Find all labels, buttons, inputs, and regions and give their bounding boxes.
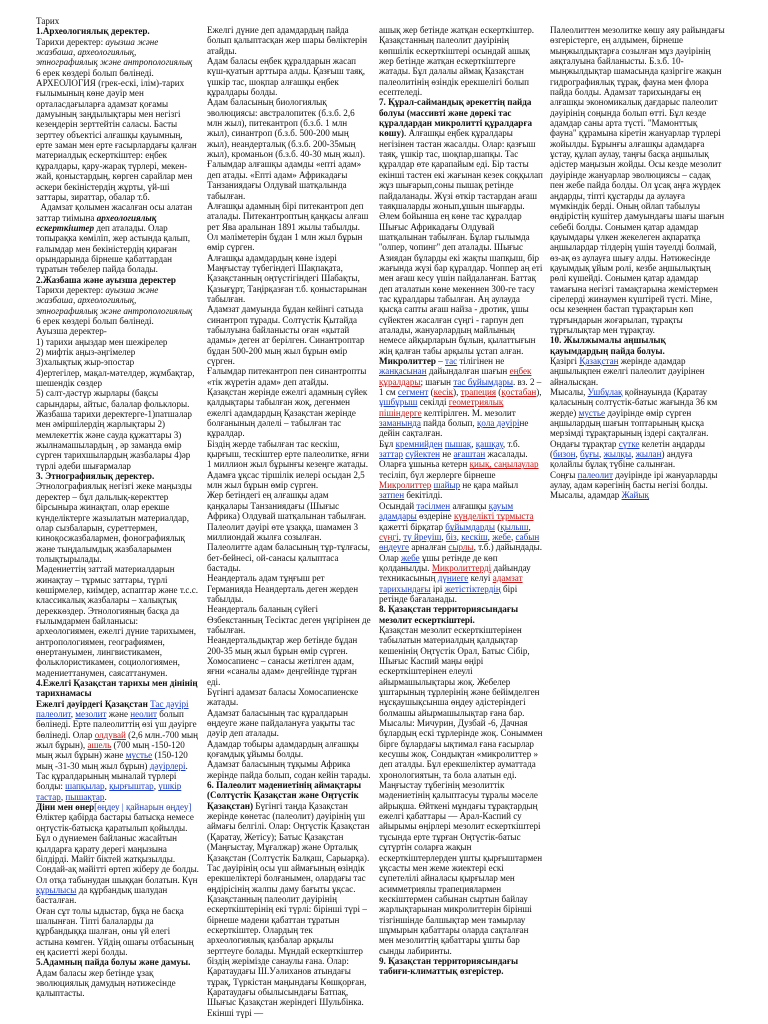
hyperlink[interactable]: сегмент xyxy=(397,387,429,398)
paragraph: Адамдар тобыры адамдардың алғашқы қоғамдық ұйымы болды. xyxy=(207,738,359,760)
hyperlink[interactable]: қола дәуірі xyxy=(476,418,520,429)
hyperlink[interactable]: жебе xyxy=(492,531,511,542)
paragraph: Этнолографиялық негізгі жеке маңызды деректер – бұл дальлық-керекттер бірсыныра жинақтап, олар ерекше күнделіктерге жазылатын материалдар, олар сызбаларын, суреттермен, киноқосжазбалармен, фонографиялық және тыңдалымдық жазбаларымен толықтырылады. xyxy=(36,481,192,564)
paragraph: Адамзат баласының тұқымы Африка жерінде пайда болып, содан кейін тарады. xyxy=(207,759,371,780)
hyperlink[interactable]: тү йреуіш xyxy=(403,531,442,542)
paragraph: Ғалымдар питекантроп пен синантропты «тік жүретін адам» деп атайды. xyxy=(207,366,367,387)
section-heading: 4.Ежелгі Қазақстан тарихы мен дінінің тарихнамасы xyxy=(36,678,198,699)
hyperlink[interactable]: тас бұйымдары xyxy=(453,376,513,387)
paragraph: 5) салт-дәстүр жырлары (бақсы сарындары, айтыс, балалар фольклоры. Жазбаша тарихи деректерге-1)патшалар мен әміршілердің жарлықтары 2) мемлекеттік және сауда құжаттары 3) жылнамашылардың , әр заманда өмір сүрген тарихшылардың жазбалары 4)әр түрлі әдеби шығармалар xyxy=(36,388,192,471)
paragraph: Неандерталь баланың сүйегі Өзбекстанның Тесіктас деген үңгірінен де табылған. xyxy=(207,604,371,635)
text-column-3 xyxy=(379,25,543,1020)
hyperlink[interactable]: біз xyxy=(445,531,457,542)
paragraph: Неандертальдықтар жер бетінде бұдан 200-35 мың жыл бұрын өмір сүрген. Хомосапиенс – санасы жетілген адам, яғни «саналы адам» деңгейінде тұрған еді. xyxy=(207,635,358,687)
paragraph: Қазақстан мезолит ескерткіштерінен табылатын материалдың қалдықтар кешенінің Оңтүстік Орал, Батыс Сібір, Шығыс Каспий маңы өңірі ескерткіштерінен елеулі айырмашылықтары жоқ. Жебелер ұштарының тұрлерінің және бейімделген нұсқаушықсынша өңдеу әдістеріндегі болмашы айырмашылықтар ғана бар. Мысалы: Мичурин, Дузбай -6, Дачная бұлардың ескі тұрлерінде жоқ. Соныммен бірге бұлардағы ықтимал ғана ғасырлар кесушы жоқ. Сондықтан «микролиттер » деп аталды. Бұл ерекшеліктер ауматтада хронологиятын, та бола алатын еді. Маңғыстау тұбегінің мезолиттік мәдениетінің қалыптасуы тұралы мәселе айрықша. Өйткені мұндағы тұрақтардың ежелгі қабаттары — Арал-Каспий су айырымы өңірлері мезолит ескерткіштері тұсында ерте тұрған Оңтүстік-батыс сұтүртін соларға жақын ескерткіштерлерден ұшты қырғыштармен ұқсасты мен жеме жиектері ескі сұпетелілі айналасы қырғылар мен асимметриялы трапециялармен кескіштермен сабынан сыртын байлау жарлықтарынан микролиттерін бірінші тізгіншінде балшықтар мен тамырлау шұмырын қабаттары оларда сақталған мен мезолиттің қабаттары ұшты бар сынды лабиринты. xyxy=(379,624,543,956)
section-heading: 6. Палеолит мәдениетінің аймақтары (Солтүстік Қазақстан және Оңтүстік Қазақстан) xyxy=(207,780,362,811)
column-body xyxy=(379,25,543,977)
hyperlink[interactable]: заттар xyxy=(379,449,404,460)
paragraph xyxy=(379,956,543,977)
paragraph: 1) тарихи аңыздар мен шежірелер xyxy=(36,336,168,347)
hyperlink[interactable]: сүйектен xyxy=(405,449,440,460)
hyperlink[interactable]: бизон xyxy=(553,449,576,460)
hyperlink[interactable]: дүниеге xyxy=(437,573,469,584)
paragraph: Мысалы, Ушбұлақ қойнауында (Қаратау қаласының солтүстік-батыс жағында 36 км жерде) мустье дәуірінде өмір сүрген аңшылардың шағын топтарының қысқа мерзімді тұрақтарының іздері сақталған. Ондағы тұрақтар сүтке келетін аңдарды (бизон, бұғы, жылқы, жылан) андуға қолайлы бұлақ түбіне салынған. xyxy=(550,387,718,470)
hyperlink[interactable]: сүңгі xyxy=(379,531,399,542)
paragraph xyxy=(36,275,199,285)
hyperlink[interactable]: Тас дәуірі xyxy=(150,698,189,709)
hyperlink[interactable]: тас xyxy=(445,356,458,366)
paragraph xyxy=(36,26,199,36)
hyperlink[interactable]: сабын өңдеуге xyxy=(379,531,540,553)
hyperlink[interactable]: жанқасынан xyxy=(379,366,427,377)
hyperlink[interactable]: мустье xyxy=(125,750,153,761)
paragraph: Тас дәуірінің осы үш аймағының өзіндік ерекшеліктері болғанымен, олардағы тас өңдірісінің жалпы даму бағыты ұқсас. Қазақстанның палеолит дәуірінің ескерткіштерінің екі түрлі: бірінші түрі – бірнеше мәдени қабаттан тұратын ескерткіштер. Олардың тек археологиялық қазбалар арқылы зерттеуге болады. Мұндай ескерткіштер біздің жерімізде санаулы ғана. Олар: Қаратаудағы Ш.Уәлиханов атындағы тұрақ, Түркістан маңындағы Көшқорған, Қаратаудағы обылысындағы Батпақ, Шығыс Қазақстан жеріндегі Шульбінка. Екінші түрі — xyxy=(207,862,367,1018)
paragraph: 3)халықтық жыр-эпостар xyxy=(36,357,135,368)
section-heading: 5.Адамның пайда болуы және дамуы. xyxy=(36,957,191,968)
paragraph: Адамға ұқсас тіршілік иелері осыдан 2,5 млн жыл бұрын өмір сүрген. xyxy=(207,469,365,491)
paragraph: Оған сұт толы ыдыстар, бұқа не басқа шалынған. Тіпті балаларды да құрбандыққа шалған, оны үй елегі астына көмген. Үйдің ошағы отбасының ең қасиетті жері болды. xyxy=(36,905,194,957)
hyperlink[interactable]: тәсілмен xyxy=(416,500,451,511)
hyperlink[interactable]: жебе xyxy=(400,552,420,563)
hyperlink[interactable]: қылыш xyxy=(500,521,529,532)
hyperlink[interactable]: қиық, саңылаулар xyxy=(469,459,539,470)
hyperlink[interactable]: қырғыштар xyxy=(109,781,154,792)
hyperlink[interactable]: затпен xyxy=(379,490,405,501)
paragraph: 7. Құрал-саймандық әрекеттің пайда болуы (массивті және дөрекі тас құралдардан микролитті құралдарға көшу). Алғашқы еңбек құралдары негізінен тастан жасалды. Олар: қазғыш таяқ, үшкір тас, шоқпар,шапқы. Тас құралдар өте қарапайым еді. Бір тасты екінші тастен екі жағынан кезек соққылап жұз шығарып,соны пышақ ретінде пайдаланады. Жүзі өткір тастардан ағаш таяқшаларды жонып,ұшын шығарды. Әлем бойынша ең көне тас құралдар Шығыс Африкадағы Олдувай шатқалынан табылған. Бұлар гылымда ''олпер, чопинг'' деп аталады. Шығыс Азиядан бұларды екі жақты шапқыш, бір жағында жүзі бар құралдар. Чоппер аң еті мен ағаш кесу үшін пайдаланған. Баттақ деп аталатын көне мекеннен 300-ге тасу тас құралдары табылған. Аң аулауда қысқа сапты ағаш найза - дротик, ұшы сүйектен жасалған сүңгі - гарпун деп аталады, жануарлардың майлының немесе айқырларын бұлын, қылаттығын жің қалған табы арқылы ұстап алған. xyxy=(379,97,543,356)
hyperlink[interactable]: пышақ xyxy=(444,438,472,449)
section-heading: Микролиттер xyxy=(379,356,436,366)
section-heading: 3. Этнографиялық деректер. xyxy=(36,471,155,482)
hyperlink[interactable]: ашель xyxy=(87,740,112,751)
column-body xyxy=(36,26,199,998)
paragraph: Алғашқы адамдардың көне іздері Маңғыстау түбегіндегі Шақпақата, Қазақстанның оңтүстігіндегі Шабақты, Қазығұрт, Таңірқазған т.б. қоныстарынан табылған. xyxy=(207,252,367,304)
hyperlink[interactable]: заманында xyxy=(379,418,421,429)
section-heading: 1.Археологиялық деректер. xyxy=(36,26,150,37)
paragraph: ашық жер бетінде жатқан ескерткіштер. Қазақстанның палеолит дәуірінің көпшілік ескерткіштері осындай ашық жер бетінде жатқан ескерткіштерге жатады. Бұл далалы аймақ Қазақстан палеолитінің өзіндік ерекшелігі болып есептеледі. xyxy=(379,25,535,98)
section-heading: Діни мен өнер xyxy=(36,802,95,813)
hyperlink[interactable]: қостабан xyxy=(501,387,537,398)
section-heading: археологиялық ескерткіштер xyxy=(36,212,157,233)
hyperlink[interactable]: қашқау xyxy=(475,438,503,449)
section-heading: 7. Құрал-саймандық әрекеттің пайда болуы (массивті және дөрекі тас құралдардан микролитті құралдарға көшу) xyxy=(379,97,533,139)
paragraph: Біздің жерде табылған тас кескіш, қырғыш, тескіштер ерте палеолитке, яғни 1 миллион жыл бұрынғы кезеңге жатады. xyxy=(207,438,370,470)
paragraph: Адам баласы еңбек құралдарын жасап күш-қуатын арттыра алды. Қазғыш таяқ, үшкір тас, шоқпар алғашқы еңбек құралдары болды. xyxy=(207,56,365,98)
hyperlink[interactable]: құрылысы xyxy=(36,884,77,895)
hyperlink[interactable]: палеолит xyxy=(36,709,71,720)
paragraph: Микролиттер – тас тілігінен не жанқасынан дайындалған шағын еңбек құралдары; шағын тас бұйымдары. вз. 2 – 1 см сегмент (кесік), трапеция (қостабан), ұшбұрыш секілді геометриялық пішіндерге келтірілген. М. мезолит заманында пайда болып, қола дәуіріне дейін сақталған. xyxy=(379,356,542,439)
paragraph: Палеолиттен мезолитке көшу аяу райындағы өзгерістерге, ең алдымен, бірнеше мыңжылдықтарға созылған мұз дәуірінің аяқталуына байланысты. Б.з.б. 10-мыңжылдықтар шамасында қазіргіге жақын гидрографиялық тұрақ, фауна мен флора пайда болды. Адамзат тарихындағы ең алғашқы экономикалық дағдарыс палеолит дәуірінің соңында болып өтті. Бұл кезде адамдар саны арта түсті. "Мамонттық фауна" құрамына кіретін жануарлар түрлері жойылды. Бұрынғы алғашқы адамдарға ұстау, құлап аулау, таңғы басқа аңшылық әдістер маңызын жойды. Осы кезде мезолит дәуірінде жануарлар эволюциясы – садақ пен жебе пайда болды. Ол ұсақ аңға жүрдек аңдарды, тіпті құстарды да аулауға мүмкіндік берді. Оның ойлап табылуы өндірістің кушітер дамуындағы шағы шағын себебі болды. Сонымен қатар адамдар қауымдары үлкен жекелеген ақпаратқа аңшылардар тілдерің үшін тәуелді болмай, өз-ақ өз аулауға шығу алды. Нәтижесінде қауымдық ұйым ролі, кезбе аңшылықтың рөлі күшейді. Сонымен қатар адамдар тамағына негізгі тамақтарына жемістермен сірелерді жинаумен күштірей түсті. Міне, осы кезеңнен бастап тұрақтарын көп тұрғындарын жоғарылап, тұрақты тұрғылықтар мен тұрақтау. xyxy=(550,25,725,335)
hyperlink[interactable]: бұйымдарды xyxy=(445,521,495,532)
paragraph: Неандерталь адам тұңғыш рет Германияда Неандерталь деген жерден табылды. xyxy=(207,573,359,604)
text-column-4 xyxy=(550,25,726,1020)
paragraph: Тарихи деректер: ауызша және жазбаша, археологиялық, этнографиялық және антропологиялық 6 ерек көздері болып бөлінеді. xyxy=(36,284,193,326)
paragraph: Алғашқы адамның бірі питекантроп деп аталады. Питекантроптың қаңқасы алғаш рет Ява аралынан 1891 жылы табылды. Ол мәліметерін бұдан 1 млн жыл бұрын өмір сүрген. xyxy=(207,200,369,253)
hyperlink[interactable]: қауым адамдары xyxy=(379,500,514,522)
paragraph: Адамзат қолымен жасалған осы алатан заттар тиімына археологиялық ескерткіштер деп аталады. Олар топырақка көміліп, жер астында қалып, ғалымдар мен бекіністердің қираған орындарында бірнеше қабаттардан тұратын төбелер пайда болады. xyxy=(36,202,193,275)
hyperlink[interactable]: жылан xyxy=(635,449,662,460)
hyperlink[interactable]: кесік xyxy=(433,387,454,398)
text-column-1 xyxy=(36,16,199,1020)
hyperlink[interactable]: адамзат xyxy=(492,573,523,584)
hyperlink[interactable]: мустье xyxy=(578,407,606,418)
hyperlink[interactable]: Жайық xyxy=(621,490,649,501)
paragraph: Қазақстан жерінде ежелгі адамның сүйек қалдықтары табылған жоқ, дегенмен ежелгі адамдардың Қазақстан жерінде болғанының дәлелі – табылған тас құралдар. xyxy=(207,387,368,439)
hyperlink[interactable]: олдувай xyxy=(94,729,126,740)
hyperlink[interactable]: тарихындағы xyxy=(379,583,431,594)
hyperlink[interactable]: палеолит xyxy=(577,469,613,480)
hyperlink[interactable]: шайыр xyxy=(433,480,461,491)
paragraph: Адамзат дамуында бұдан кейінгі сатыда синантроп тұрады. Солтүстік Қытайда табылуына байланысты оған «қытай адамы» деген ат берілген. Синантроптар бұдан 500-200 мың жыл бұрын өмір сүрген. xyxy=(207,304,365,366)
hyperlink[interactable]: сүтке xyxy=(618,438,640,449)
paragraph: 5.Адамның пайда болуы және дамуы. Адам баласы жер бетінде ұзақ эволюциялық дамудың нәтижесінде қалыптасты. xyxy=(36,957,191,999)
hyperlink[interactable]: кескіш xyxy=(461,531,488,542)
paragraph: 2) мифтік аңыз-әңгімелер xyxy=(36,347,136,357)
paragraph: Палеолитте адам баласының тұр-тұлғасы, бет-бейнесі, ой-санасы қалыптаса бастады. xyxy=(207,542,370,573)
paragraph: Ежелгі дүние деп адамдардың пайда болып қалыптасқан жер шары бөліктерін атайды. xyxy=(207,25,368,56)
edit-link[interactable]: [өңдеу | қайнарын өңдеу] xyxy=(94,802,192,813)
hyperlink[interactable]: кремнийден xyxy=(395,438,443,449)
hyperlink[interactable]: шапқылар xyxy=(65,781,105,792)
hyperlink[interactable]: жылқы xyxy=(603,449,632,460)
hyperlink[interactable]: геометриялық пішіндерге xyxy=(379,397,504,418)
paragraph xyxy=(379,604,543,625)
hyperlink[interactable]: Ушбұлақ xyxy=(587,387,623,398)
paragraph: Ауызша деректер- xyxy=(36,326,107,337)
paragraph: Адамзат баласының тас құралдарын өңдеуге және пайдалануға уақыты тас дәуір деп аталады. xyxy=(207,707,355,739)
paragraph: 6. Палеолит мәдениетінің аймақтары (Солтүстік Қазақстан және Оңтүстік Қазақстан) Бүгінгі таңда Қазақстан жерінде көнетас (палеолит) дәуірінің үш аймағы белгілі. Олар: Оңтүстік Қазақстан (Қаратау, Жетісу); Батыс Қазақстан (Маңғыстау, Мұғалжар) және Орталық Қазақстан (Солтүстік Балқаш, Сарыарқа). xyxy=(207,780,370,863)
hyperlink[interactable]: күнделікті тұрмыста xyxy=(453,511,534,522)
hyperlink[interactable]: Қазақстан xyxy=(579,356,619,366)
section-heading: 8. Қазақстан территориясындағы мезолит ескерткіштері. xyxy=(379,604,519,625)
hyperlink[interactable]: үшкір тастар xyxy=(36,781,182,802)
column-body xyxy=(550,25,726,501)
paragraph xyxy=(36,678,199,699)
hyperlink[interactable]: мезолит xyxy=(75,709,107,720)
hyperlink[interactable]: сырлы xyxy=(448,542,474,553)
paragraph: 4)ертегілер, мақал-мәтелдер, жұмбақтар, шешендік сөздер xyxy=(36,367,195,389)
paragraph: Тарихи деректер: ауызша және жазбаша, археологиялық, этнографиялық және антропологиялық 6 ерек көздері болып бөлінеді. xyxy=(36,36,193,78)
hyperlink[interactable]: пышақтар xyxy=(65,791,105,802)
hyperlink[interactable]: Микролиттер xyxy=(379,480,432,491)
paragraph xyxy=(36,471,199,481)
document-title: Тарих xyxy=(36,16,60,26)
paragraph: Соңғы палеолит дәуірінде ірі жануарларды аулау, адам кәрегінің басты негізі болды. Мысалы, адамдар Жайық xyxy=(550,469,718,501)
section-heading: 10. Жылжымалы аңшылық қауымдардың пайда болуы. xyxy=(550,335,666,356)
hyperlink[interactable]: еңбек құралдары xyxy=(379,366,532,387)
paragraph: Жер бетіндегі ең алғашқы адам қаңқалары Танзаниядағы (Шығыс Африка) Олдувай шатқалынан табылған. Палеолит дәуірі өте ұзаққа, шамамен 3 миллиондай жылға созылған. xyxy=(207,490,367,542)
hyperlink[interactable]: трапеция xyxy=(460,387,497,398)
paragraph: АРХЕОЛОГИЯ (грек-ескі, ілім)-тарих ғылымының көне дәуір мен орталасдағыларға адамзат қоғамы дамуының заңдылықтары мен негізгі кезеңдерін зерттейтін саласы. Басты зерттеу объектісі алғашқы қауымның, ерте заман мен ерте ғасырлардағы қалған материалдық ескерткіштер: еңбек құралдары, қару-жарақ түрлері, мекен-жай, қоныстардың, көрген сарайлар мен әскери бекіністердің жұрты, үй-ші заттары, зираттар, обалар т.б. xyxy=(36,78,197,202)
section-heading: Ежелгі дәуірдегі Қазақстан xyxy=(36,698,148,709)
hyperlink[interactable]: неолит xyxy=(130,709,157,720)
hyperlink[interactable]: Микролиттерді xyxy=(431,562,492,573)
paragraph: Осындай тәсілмен алғашқы қауым адамдары өздеріне күнделікті тұрмыста қажетті бірқатар бұйымдарды (қылыш, сүңгі, тү йреуіш, біз, кескіш, жебе, сабын өңдеуге арналған сырлы, т.б.) дайындады. xyxy=(379,500,543,553)
paragraph: Діни мен өнер[өңдеу | қайнарын өңдеу] Өліктер қабірда бастары батысқа немесе оңтүстік-батысқа қаратылып қойылды. Бұл о дүниемен байланыс жасайтын қылдарға қарату дерегі маңызына білдірді. Майіт біктей жатқызылды. Сондай-ақ мәйітті өртеп жіберу де болды. Ол отқа табынудан шыққан болатын. Күн құрылысы да құрбандық шалудан басталған. xyxy=(36,802,199,906)
paragraph: Адам баласының биологиялық эволюциясы: австралопитек (б.з.б. 2,6 млн жыл), питекантроп (б.з.б. 1 млн жыл), синантроп (б.з.б. 500-200 мың жыл), неандерталық (б.з.б. 200-35мың жыл), кроманьон (б.з.б. 40-30 мың жыл). Ғалымдар алғашқы адамды «епті адам» деп атады. «Епті адам» Африкадағы Танзаниядағы Олдувай шатқалында табылған. xyxy=(207,97,365,201)
paragraph: Бүгінгі адамзат баласы Хомосапиенске жатады. xyxy=(207,687,359,708)
paragraph xyxy=(550,335,726,356)
hyperlink[interactable]: ағаштан xyxy=(453,449,486,460)
paragraph: Бұл кремнийден пышақ, қашқау, т.б. заттар сүйектен не ағаштан жасалады. Оларға ұшыньа кетерн қиық, саңылаулар тесіліп, бүл жерлерге бірнеше Микролиттер шайыр не қара майыл затпен бекітілді. xyxy=(379,438,539,501)
hyperlink[interactable]: бұғы xyxy=(580,449,600,460)
hyperlink[interactable]: дәуірлері xyxy=(149,760,186,771)
column-body xyxy=(207,25,371,1018)
section-heading: 9. Қазақстан территориясындағы табиғи-климаттық өзгерістер. xyxy=(379,955,519,977)
hyperlink[interactable]: жетістіктердің xyxy=(444,583,501,594)
hyperlink[interactable]: ұшбұрыш xyxy=(379,397,418,408)
paragraph: Мәдениеттің заттай материалдарын жинақтау – тұрмыс заттары, түрлі көшірмелер, киімдер, аспаптар және т.с.с. классикалық жазбалары – халықтық дереккөздер. Этнологияның басқа да ғылымдармен байланысы: археологиямен, ежелгі дүние тарихымен, антропологиямен, географиямен, өнертануымен, лингвистикамен, фольклористикамен, социологиямен, мәдениеттанумен, саясаттанумен. xyxy=(36,564,199,678)
paragraph: Ежелгі дәуірдегі Қазақстан Тас дәуірі палеолит, мезолит және неолит болып бөлінеді. Ерте палеолиттің өзі үш дәуірге бөлінеді. Олар олдувай (2,6 млн.-700 мың жыл бұрын), ашель (700 мың -150-120 мың жыл бұрын) және мустье (150-120 мың -31-30 мың жыл бұрын) дәуірлері. Тас құралдарының мыналай түрлері болды: шапқылар, қырғыштар, үшкір тастар, пышақтар. xyxy=(36,698,198,802)
section-heading: 2.Жазбаша және ауызша деректер xyxy=(36,274,176,285)
text-column-2 xyxy=(207,25,371,1020)
paragraph: Олар жебе ұшы ретінде де көп қолданылды. Микролиттерді дайындау техникасының дүниеге келуі адамзат тарихындағы ірі жетістіктердің бірі ретінде бағаланады. xyxy=(379,552,531,604)
paragraph: Қазіргі Қазақстан жерінде адамдар аңшылықпен ежелгі палеолит дәуірінен айналысқан. xyxy=(550,356,705,387)
